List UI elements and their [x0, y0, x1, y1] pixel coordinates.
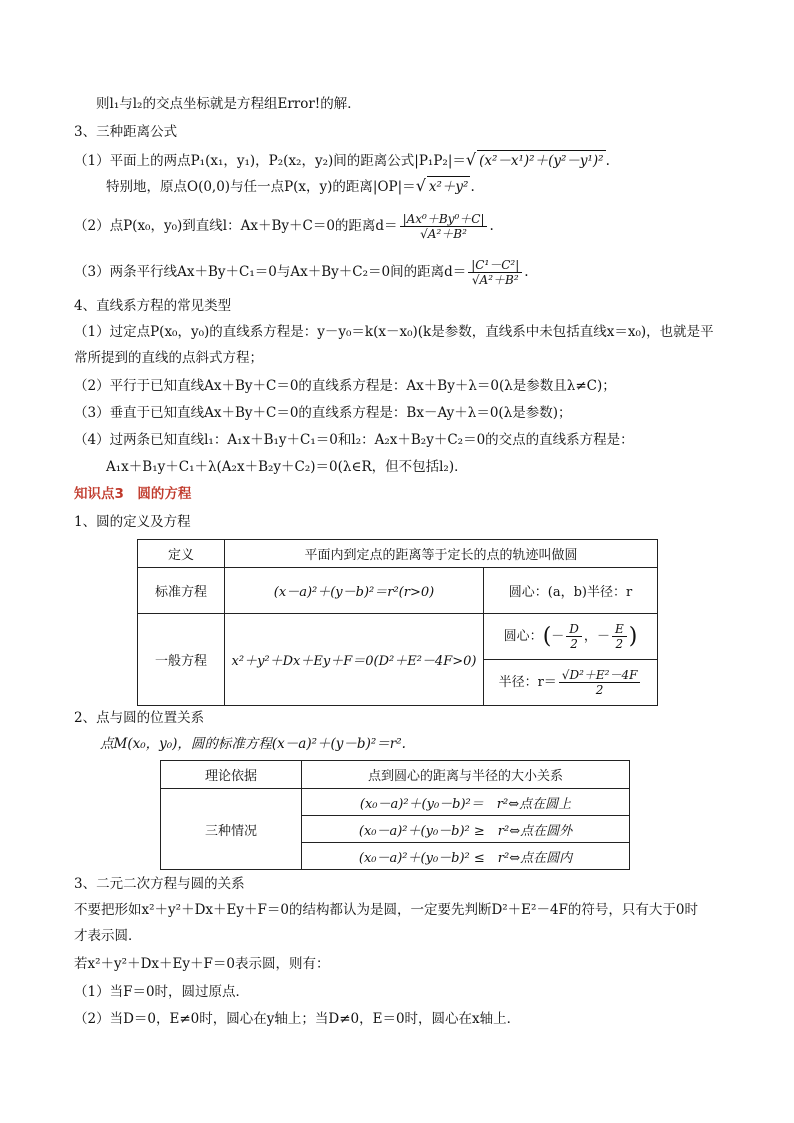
comma: ， [583, 629, 597, 644]
quadratic-circle-p1a: 不要把形如x²＋y²＋Dx＋Ey＋F＝0的结构都认为是圆，一定要先判断D²＋E²－4F的符号，只有大于0时 [74, 902, 698, 918]
quadratic-circle-p4: （2）当D＝0，E≠0时，圆心在y轴上；当D≠0，E＝0时，圆心在x轴上． [74, 1011, 521, 1027]
circle-definition-heading: 1、圆的定义及方程 [74, 514, 191, 530]
distance-formula-1: （1）平面上的两点P₁(x₁，y₁)，P₂(x₂，y₂)间的距离公式|P₁P₂|＝√ (x²－x¹)²＋(y²－y¹)² . [74, 150, 610, 169]
knowledge-point-3-heading: 知识点3 圆的方程 [74, 486, 192, 502]
point-circle-table [160, 760, 630, 870]
quadratic-circle-p1b: 才表示圆． [74, 928, 142, 944]
quadratic-circle-p3: （1）当F＝0时，圆过原点． [74, 984, 250, 1000]
special-text: 特别地，原点O(0,0)与任一点P(x，y)的距离|OP|＝ [106, 179, 416, 195]
special-radicand: x²＋y² [427, 176, 471, 197]
radius-fraction: $\frac{\text{√D²＋E²－4F}}{2}$ [559, 668, 641, 697]
basis-header: 理论依据 [161, 761, 302, 789]
line-system-4b: A₁x＋B₁y＋C₁＋λ(A₂x＋B₂y＋C₂)＝0(λ∈R，但不包括l₂)． [106, 459, 468, 475]
center-label: 圆心： [503, 629, 543, 644]
distance-formula-3: （3）两条平行线Ax＋By＋C₁＝0与Ax＋By＋C₂＝0间的距离d＝ $\frac{\text{|C¹－C²|}}{\text{√A²＋B²}}$ . [74, 258, 529, 287]
fraction-denominator: √A²＋B² [400, 226, 488, 241]
distance-formula-1-radicand: (x²－x¹)²＋(y²－y¹)² [477, 150, 606, 171]
quadratic-circle-heading: 3、二元二次方程与圆的关系 [74, 876, 245, 892]
minus-sign: － [551, 629, 565, 644]
definition-label: 定义 [138, 540, 225, 568]
intersection-note: 则l₁与l₂的交点坐标就是方程组Error!的解． [96, 96, 361, 112]
distance-formula-1-text: （1）平面上的两点P₁(x₁，y₁)，P₂(x₂，y₂)间的距离公式|P₁P₂|＝ [74, 153, 466, 169]
radius-numerator: √D²＋E²－4F [561, 668, 638, 682]
fraction-denominator: √A²＋B² [468, 272, 522, 287]
line-system-1b: 常所提到的直线的点斜式方程； [74, 350, 263, 366]
point-circle-heading: 2、点与圆的位置关系 [74, 710, 205, 726]
general-radius-cell [484, 660, 658, 706]
definition-value: 平面内到定点的距离等于定长的点的轨迹叫做圆 [225, 540, 658, 568]
general-equation: x²＋y²＋Dx＋Ey＋F＝0(D²＋E²－4F>0) [225, 614, 484, 706]
line-system-1a: （1）过定点P(x₀，y₀)的直线系方程是：y－y₀＝k(x－x₀)(k是参数，直线系中未包括直线x＝x₀)，也就是平 [74, 324, 714, 340]
radius-label: 半径：r＝ [498, 675, 557, 690]
point-circle-statement: 点M(x₀，y₀)，圆的标准方程(x－a)²＋(y－b)²＝r². [100, 736, 406, 752]
center-x-fraction: $\frac{D}{2}$ [566, 622, 582, 651]
sqrt-sign: √ [465, 150, 477, 169]
general-equation-label: 一般方程 [138, 614, 225, 706]
standard-equation-label: 标准方程 [138, 568, 225, 614]
three-cases-label: 三种情况 [161, 789, 302, 870]
line-system-4a: （4）过两条已知直线l₁：A₁x＋B₁y＋C₁＝0和l₂：A₂x＋B₂y＋C₂＝0的交点的直线系方程是： [74, 432, 634, 448]
minus-sign: － [596, 629, 610, 644]
distance-formula-2-text: （2）点P(x₀，y₀)到直线l：Ax＋By＋C＝0的距离d＝ [74, 218, 398, 234]
quadratic-circle-p2: 若x²＋y²＋Dx＋Ey＋F＝0表示圆，则有： [74, 956, 330, 972]
distance-formula-2-fraction [400, 212, 488, 241]
line-system-2: （2）平行于已知直线Ax＋By＋C＝0的直线系方程是：Ax＋By＋λ＝0(λ是参数且λ≠C)； [74, 378, 616, 394]
standard-center-radius: 圆心：(a，b)半径：r [484, 568, 658, 614]
standard-equation: (x－a)²＋(y－b)²＝r²(r>0) [225, 568, 484, 614]
line-system-3: （3）垂直于已知直线Ax＋By＋C＝0的直线系方程是：Bx－Ay＋λ＝0(λ是参数)； [74, 405, 572, 421]
center-y-fraction: $\frac{E}{2}$ [612, 622, 627, 651]
distance-formula-3-text: （3）两条平行线Ax＋By＋C₁＝0与Ax＋By＋C₂＝0间的距离d＝ [74, 264, 467, 280]
distance-formula-2: （2）点P(x₀，y₀)到直线l：Ax＋By＋C＝0的距离d＝ $\frac{\text{|Ax⁰＋By⁰＋C|}}{\text{√A²＋B²}}$ . [74, 212, 494, 241]
circle-equation-table [137, 539, 658, 706]
fraction-numerator: |C¹－C²| [471, 258, 520, 272]
distance-formula-3-fraction [468, 258, 522, 287]
case-outside-circle: (x₀－a)²＋(y₀－b)² ≥ r²⇔点在圆外 [302, 816, 630, 843]
distance-formula-1-special: 特别地，原点O(0,0)与任一点P(x，y)的距离|OP|＝√ x²＋y² . [106, 176, 475, 195]
section-3-heading: 3、三种距离公式 [74, 124, 178, 140]
case-inside-circle: (x₀－a)²＋(y₀－b)² ≤ r²⇔点在圆内 [302, 843, 630, 870]
sqrt-sign: √ [415, 176, 426, 195]
relation-header: 点到圆心的距离与半径的大小关系 [302, 761, 630, 789]
fraction-numerator: |Ax⁰＋By⁰＋C| [402, 212, 485, 226]
general-center-cell: 圆心：(－ $\frac{D}{2}$ ，－ $\frac{E}{2}$ ) [484, 614, 658, 660]
section-4-heading: 4、直线系方程的常见类型 [74, 298, 232, 314]
case-on-circle: (x₀－a)²＋(y₀－b)²＝ r²⇔点在圆上 [302, 789, 630, 816]
